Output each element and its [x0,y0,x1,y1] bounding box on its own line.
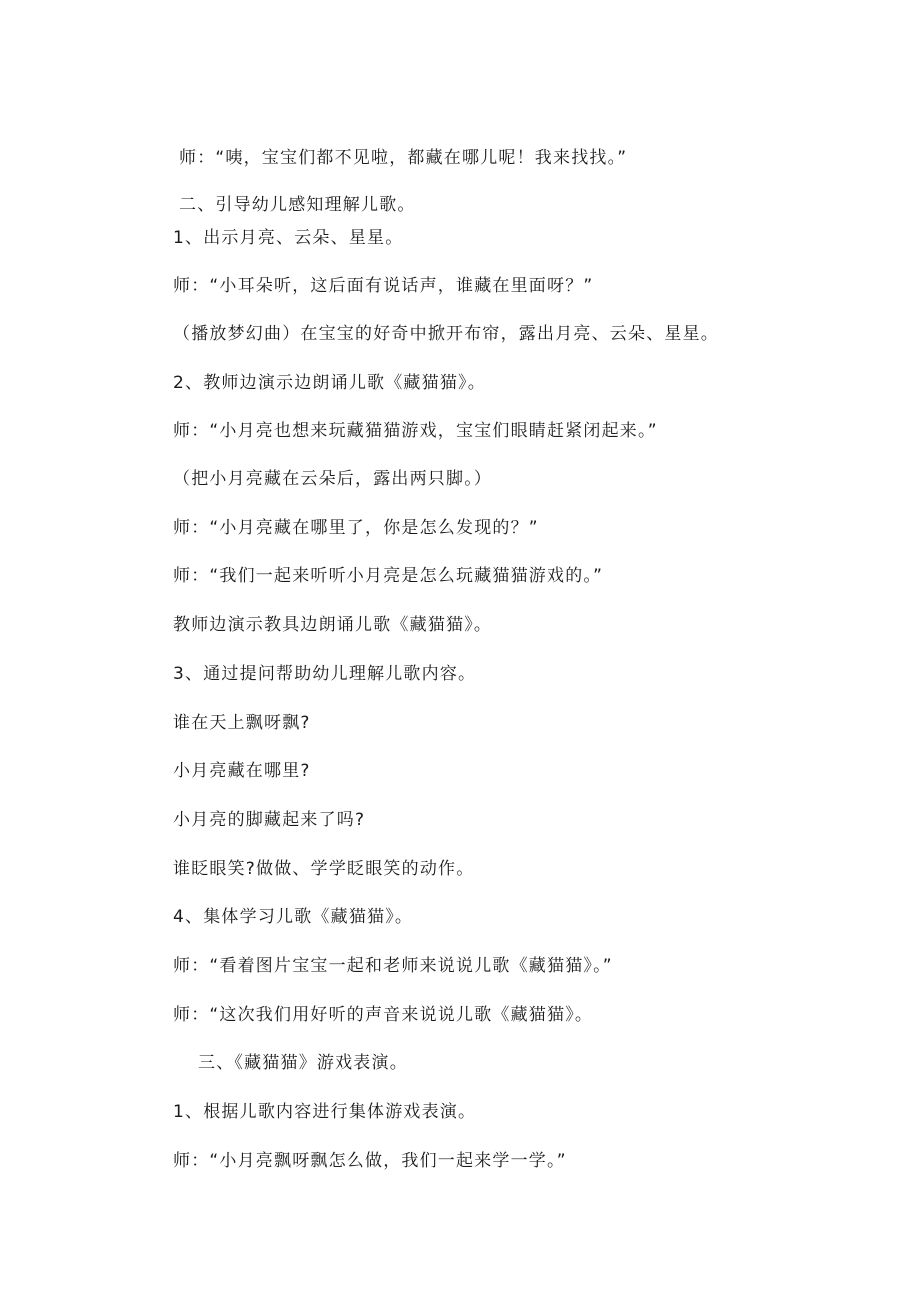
step-heading: 4、集体学习儿歌《藏猫猫》。 [173,907,414,927]
step-heading: 1、出示月亮、云朵、星星。 [173,228,404,248]
step-heading: 2、教师边演示边朗诵儿歌《藏猫猫》。 [173,373,486,393]
step-heading: 1、根据儿歌内容进行集体游戏表演。 [173,1102,477,1122]
text-line: 师：“小耳朵听，这后面有说话声，谁藏在里面呀？” [173,276,594,296]
step-heading: 3、通过提问帮助幼儿理解儿歌内容。 [173,664,477,684]
section-heading: 二、引导幼儿感知理解儿歌。 [179,195,416,215]
question-line: 谁眨眼笑?做做、学学眨眼笑的动作。 [173,859,475,879]
text-line: 师：“我们一起来听听小月亮是怎么玩藏猫猫游戏的。” [173,566,604,586]
text-line: 师：“这次我们用好听的声音来说说儿歌《藏猫猫》。 [173,1005,594,1025]
question-line: 小月亮的脚藏起来了吗? [173,810,366,830]
text-line: 师：“小月亮飘呀飘怎么做，我们一起来学一学。” [173,1151,567,1171]
section-heading: 三、《藏猫猫》游戏表演。 [198,1053,408,1073]
text-line: （播放梦幻曲）在宝宝的好奇中掀开布帘，露出月亮、云朵、星星。 [173,324,719,344]
text-line: （把小月亮藏在云朵后，露出两只脚。） [173,469,493,489]
text-line: 师：“小月亮藏在哪里了，你是怎么发现的？” [173,518,539,538]
text-line: 师：“看着图片宝宝一起和老师来说说儿歌《藏猫猫》。” [173,956,613,976]
text-line: 教师边演示教具边朗诵儿歌《藏猫猫》。 [173,615,493,635]
question-line: 小月亮藏在哪里? [173,761,311,781]
question-line: 谁在天上飘呀飘? [173,713,311,733]
text-line: 师：“咦，宝宝们都不见啦，都藏在哪儿呢！我来找找。” [179,148,628,168]
text-line: 师：“小月亮也想来玩藏猫猫游戏，宝宝们眼睛赶紧闭起来。” [173,421,658,441]
